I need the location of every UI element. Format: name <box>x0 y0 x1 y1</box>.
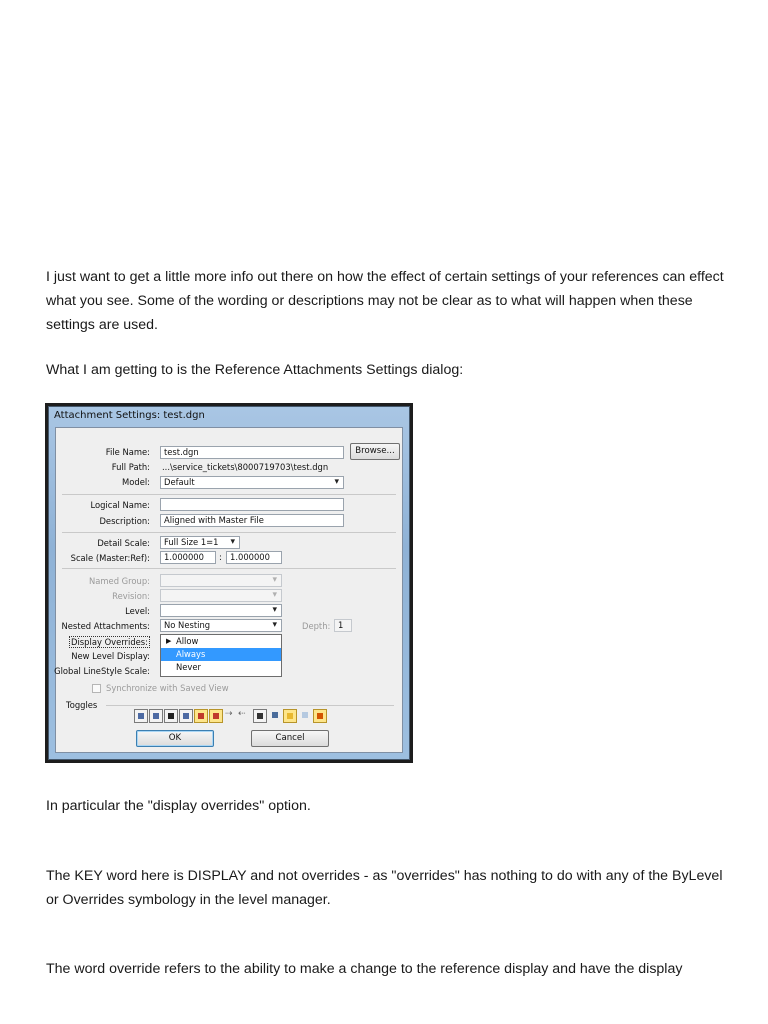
toggle-arrow-left-icon[interactable]: ⇠ <box>238 709 246 719</box>
dialog-body <box>55 427 403 753</box>
depth-label: Depth: <box>302 621 331 631</box>
global-linestyle-scale-label: Global LineStyle Scale: <box>54 666 150 676</box>
model-label: Model: <box>122 477 150 487</box>
scale-separator: : <box>219 552 222 562</box>
named-group-dropdown <box>160 574 282 587</box>
separator <box>62 494 396 495</box>
browse-button[interactable]: Browse... <box>350 443 400 460</box>
model-dropdown[interactable]: Default ▾ <box>160 476 344 489</box>
ok-button[interactable]: OK <box>136 730 214 747</box>
option-allow[interactable]: ▶ Allow <box>166 636 199 646</box>
revision-dropdown <box>160 589 282 602</box>
override-word-paragraph: The word override refers to the ability to make a change to the reference display and have the display <box>46 961 683 977</box>
scale-label: Scale (Master:Ref): <box>70 553 150 563</box>
window-title: Attachment Settings: test.dgn <box>54 410 205 421</box>
toggle-raster-icon[interactable] <box>268 709 282 723</box>
arrow-right-icon: ▶ <box>166 637 172 645</box>
logical-name-field[interactable] <box>160 498 344 511</box>
toggles-label: Toggles <box>66 700 98 710</box>
synchronize-checkbox[interactable] <box>92 684 101 693</box>
scale-ref-field[interactable]: 1.000000 <box>226 551 282 564</box>
toggle-true-scale-icon[interactable] <box>194 709 208 723</box>
toggle-lights-icon[interactable] <box>283 709 297 723</box>
option-always[interactable]: Always <box>161 648 281 661</box>
level-dropdown[interactable] <box>160 604 282 617</box>
depth-field: 1 <box>334 619 352 632</box>
full-path-value: ...\service_tickets\8000719703\test.dgn <box>162 462 329 472</box>
synchronize-label: Synchronize with Saved View <box>106 683 229 693</box>
intro-paragraph: I just want to get a little more info out there on how the effect of certain settings of your references can effect what you see. Some of the wording or descriptions may not be clear as to what will happen when these settings are used. <box>46 269 724 333</box>
toggles-separator <box>106 705 394 706</box>
separator <box>62 568 396 569</box>
particular-paragraph: In particular the "display overrides" option. <box>46 798 311 814</box>
option-never[interactable]: Never <box>176 662 201 672</box>
detail-scale-dropdown[interactable]: Full Size 1=1 ▾ <box>160 536 240 549</box>
display-overrides-list[interactable] <box>160 634 282 677</box>
toggle-annotation-icon[interactable] <box>313 709 327 723</box>
level-label: Level: <box>125 606 150 616</box>
description-label: Description: <box>99 516 150 526</box>
logical-name-label: Logical Name: <box>90 500 150 510</box>
toggle-snap-icon[interactable] <box>149 709 163 723</box>
attachment-settings-window <box>48 406 410 760</box>
toggle-scale-line-styles-icon[interactable] <box>209 709 223 723</box>
toggle-locate-icon[interactable] <box>164 709 178 723</box>
nested-attachments-dropdown[interactable]: No Nesting ▾ <box>160 619 282 632</box>
separator <box>62 532 396 533</box>
cancel-button[interactable]: Cancel <box>251 730 329 747</box>
display-overrides-label: Display Overrides: <box>71 637 148 647</box>
description-field[interactable]: Aligned with Master File <box>160 514 344 527</box>
toggle-treat-as-element-icon[interactable] <box>179 709 193 723</box>
named-group-label: Named Group: <box>88 576 150 586</box>
toggle-display-icon[interactable] <box>134 709 148 723</box>
new-level-display-label: New Level Display: <box>71 651 150 661</box>
toggle-clip-icon[interactable] <box>298 709 312 723</box>
dialog-screenshot <box>45 403 413 763</box>
detail-scale-label: Detail Scale: <box>97 538 150 548</box>
toggle-arrow-right-icon[interactable]: ⇢ <box>225 709 233 719</box>
nested-attachments-label: Nested Attachments: <box>61 621 150 631</box>
full-path-label: Full Path: <box>111 462 150 472</box>
revision-label: Revision: <box>112 591 150 601</box>
file-name-label: File Name: <box>105 447 150 457</box>
getting-to-paragraph: What I am getting to is the Reference Attachments Settings dialog: <box>46 362 464 378</box>
toggle-grid-icon[interactable] <box>253 709 267 723</box>
file-name-field[interactable]: test.dgn <box>160 446 344 459</box>
scale-master-field[interactable]: 1.000000 <box>160 551 216 564</box>
key-word-paragraph: The KEY word here is DISPLAY and not overrides - as "overrides" has nothing to do with any of the ByLevel or Overrides symbology in the level manager. <box>46 868 723 908</box>
